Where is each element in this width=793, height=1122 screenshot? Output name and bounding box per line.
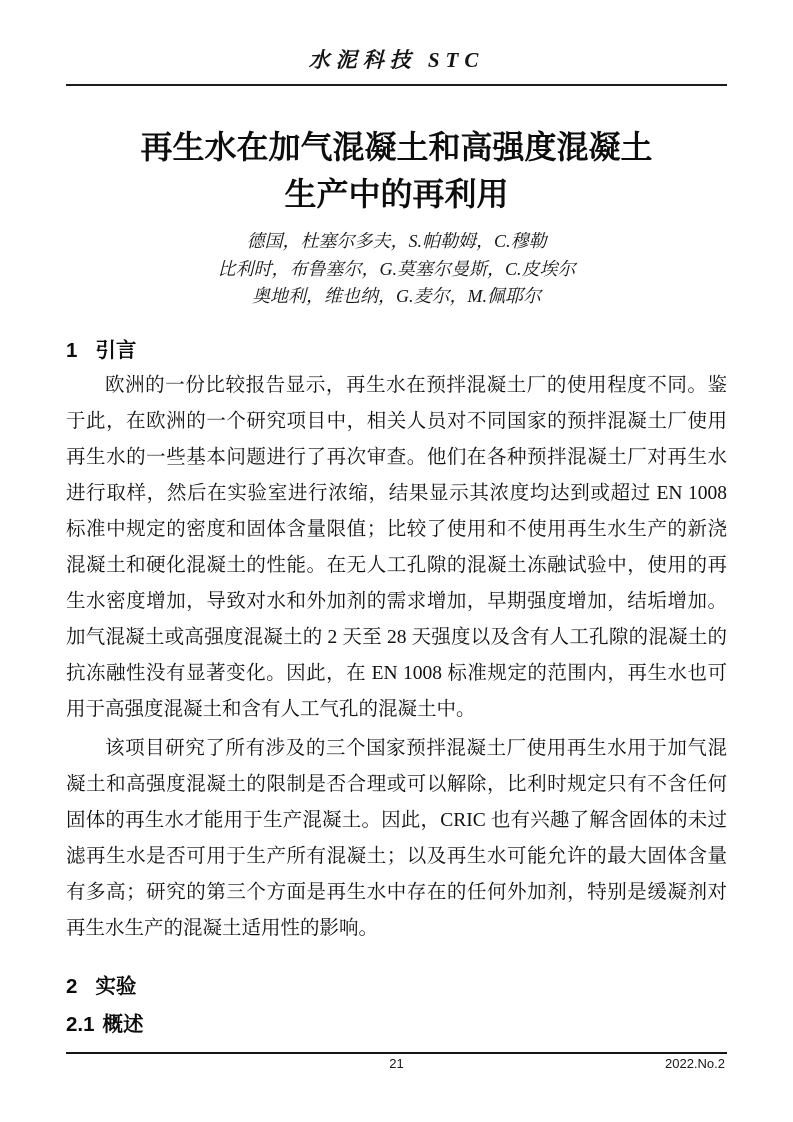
subsection-number: 2.1 [66, 1012, 95, 1036]
article-title-line-1: 再生水在加气混凝土和高强度混凝土 [140, 129, 653, 165]
footer-rule [66, 1052, 727, 1054]
section-title: 实验 [95, 974, 137, 998]
paragraph-introduction-1: 欧洲的一份比较报告显示，再生水在预拌混凝土厂的使用程度不同。鉴于此，在欧洲的一个研究项目中，相关人员对不同国家的预拌混凝土厂使用再生水的一些基本问题进行了再次审查。他们在各种预拌混凝土厂对再生水进行取样，然后在实验室进行浓缩，结果显示其浓度均达到或超过 EN 1008 标准中规定的密度和固体含量限值；比较了使用和不使用再生水生产的新浇混凝土和硬化混凝土的性能。在无人工孔隙的混凝土冻融试验中，使用的再生水密度增加，导致对水和外加剂的需求增加，早期强度增加，结垢增加。加气混凝土或高强度混凝土的 2 天至 28 天强度以及含有人工孔隙的混凝土的抗冻融性没有显著变化。因此，在 EN 1008 标准规定的范围内，再生水也可用于高强度混凝土和含有人工气孔的混凝土中。 [66, 374, 727, 720]
author-block [66, 228, 727, 311]
section-title: 引言 [95, 338, 137, 362]
author-line-germany: 德国，杜塞尔多夫，S.帕勒姆，C.穆勒 [246, 231, 547, 251]
article-title [66, 124, 727, 218]
journal-title: 水泥科技 STC [308, 48, 485, 72]
author-line-belgium: 比利时，布鲁塞尔，G.莫塞尔曼斯，C.皮埃尔 [217, 258, 576, 279]
header-rule [66, 84, 727, 86]
author-line-austria: 奥地利，维也纳，G.麦尔，M.佩耶尔 [252, 286, 541, 306]
footer-issue-number: 2022.No.2 [665, 1056, 725, 1071]
article-title-line-2: 生产中的再利用 [284, 176, 509, 212]
section-heading-introduction [66, 336, 727, 365]
section-number: 2 [66, 974, 78, 998]
paragraph-introduction-2: 该项目研究了所有涉及的三个国家预拌混凝土厂使用再生水用于加气混凝土和高强度混凝土的限制是否合理或可以解除，比利时规定只有不含任何固体的再生水才能用于生产混凝土。因此，CRIC 也有兴趣了解含固体的未过滤再生水是否可用于生产所有混凝土；以及再生水可能允许的最大固体含量有多高；研究的第三个方面是再生水中存在的任何外加剂，特别是缓凝剂对再生水生产的混凝土适用性的影响。 [66, 737, 727, 939]
section-heading-experiment [66, 972, 727, 1001]
subsection-title: 概述 [102, 1012, 144, 1036]
section-number: 1 [66, 338, 78, 362]
subsection-heading-overview [66, 1010, 727, 1039]
footer-page-number: 21 [389, 1056, 404, 1071]
footer-row [66, 1056, 727, 1078]
page-header [66, 0, 727, 86]
page-footer [66, 1052, 727, 1078]
